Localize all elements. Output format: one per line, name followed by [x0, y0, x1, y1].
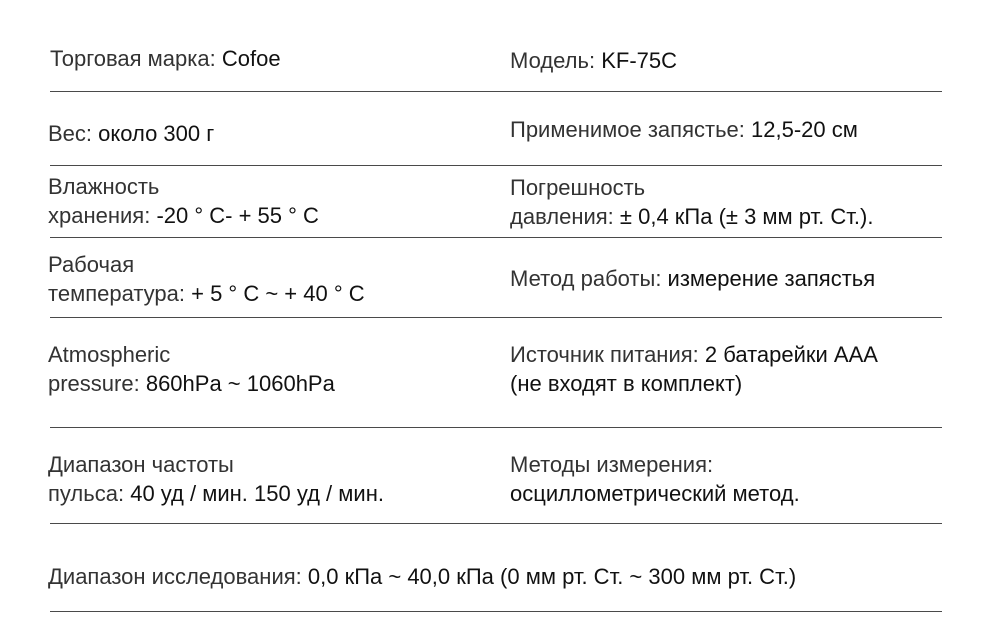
pressure-accuracy-value: ± 0,4 кПа (± 3 мм рт. Ст.).	[619, 204, 874, 229]
measurement-method-spec	[510, 450, 800, 508]
measurement-method-label: Методы измерения:	[510, 452, 714, 477]
operating-temperature-label-line2: температура:	[48, 281, 192, 306]
row-divider	[50, 427, 942, 428]
power-source-label: Источник питания:	[510, 342, 705, 367]
row-divider	[50, 611, 942, 612]
wrist-size-value: 12,5-20 см	[751, 117, 858, 142]
power-source-value: 2 батарейки AAA	[704, 342, 878, 367]
model-spec	[510, 46, 677, 75]
storage-humidity-value: -20 ° C- + 55 ° C	[156, 203, 319, 228]
pressure-accuracy-label-line1: Погрешность	[510, 175, 646, 200]
measurement-range-value: 0,0 кПа ~ 40,0 кПа (0 мм рт. Ст. ~ 300 мм рт. Ст.)	[307, 564, 797, 589]
pulse-range-label-line2: пульса:	[48, 481, 131, 506]
operation-method-spec	[510, 264, 875, 293]
pulse-range-spec	[48, 450, 384, 508]
brand-label: Торговая марка:	[50, 46, 222, 71]
weight-value: около 300 г	[98, 121, 215, 146]
measurement-method-value: осциллометрический метод.	[510, 481, 800, 506]
brand-value: Cofoe	[221, 46, 281, 71]
pulse-range-label-line1: Диапазон частоты	[48, 452, 234, 477]
storage-humidity-spec	[48, 172, 319, 230]
row-divider	[50, 165, 942, 166]
wrist-size-spec	[510, 115, 858, 144]
measurement-range-label: Диапазон исследования:	[48, 564, 308, 589]
storage-humidity-label-line1: Влажность	[48, 174, 160, 199]
weight-label: Вес:	[48, 121, 99, 146]
operation-method-value: измерение запястья	[667, 266, 876, 291]
row-divider	[50, 523, 942, 524]
atmospheric-pressure-value: 860hPa ~ 1060hPa	[145, 371, 335, 396]
wrist-size-label: Применимое запястье:	[510, 117, 751, 142]
pressure-accuracy-spec	[510, 173, 874, 231]
pressure-accuracy-label-line2: давления:	[510, 204, 620, 229]
row-divider	[50, 317, 942, 318]
storage-humidity-label-line2: хранения:	[48, 203, 157, 228]
power-source-spec	[510, 340, 878, 398]
model-label: Модель:	[510, 48, 602, 73]
power-source-note: (не входят в комплект)	[510, 371, 743, 396]
atmospheric-pressure-spec	[48, 340, 335, 398]
operation-method-label: Метод работы:	[510, 266, 668, 291]
operating-temperature-label-line1: Рабочая	[48, 252, 135, 277]
brand-spec	[50, 44, 281, 73]
row-divider	[50, 91, 942, 92]
atmospheric-pressure-label-line2: pressure:	[48, 371, 146, 396]
model-value: KF-75C	[601, 48, 677, 73]
atmospheric-pressure-label-line1: Atmospheric	[48, 342, 171, 367]
measurement-range-spec	[48, 562, 796, 591]
operating-temperature-spec	[48, 250, 365, 308]
operating-temperature-value: + 5 ° C ~ + 40 ° C	[191, 281, 365, 306]
pulse-range-value: 40 уд / мин. 150 уд / мин.	[130, 481, 384, 506]
row-divider	[50, 237, 942, 238]
weight-spec	[48, 119, 214, 148]
